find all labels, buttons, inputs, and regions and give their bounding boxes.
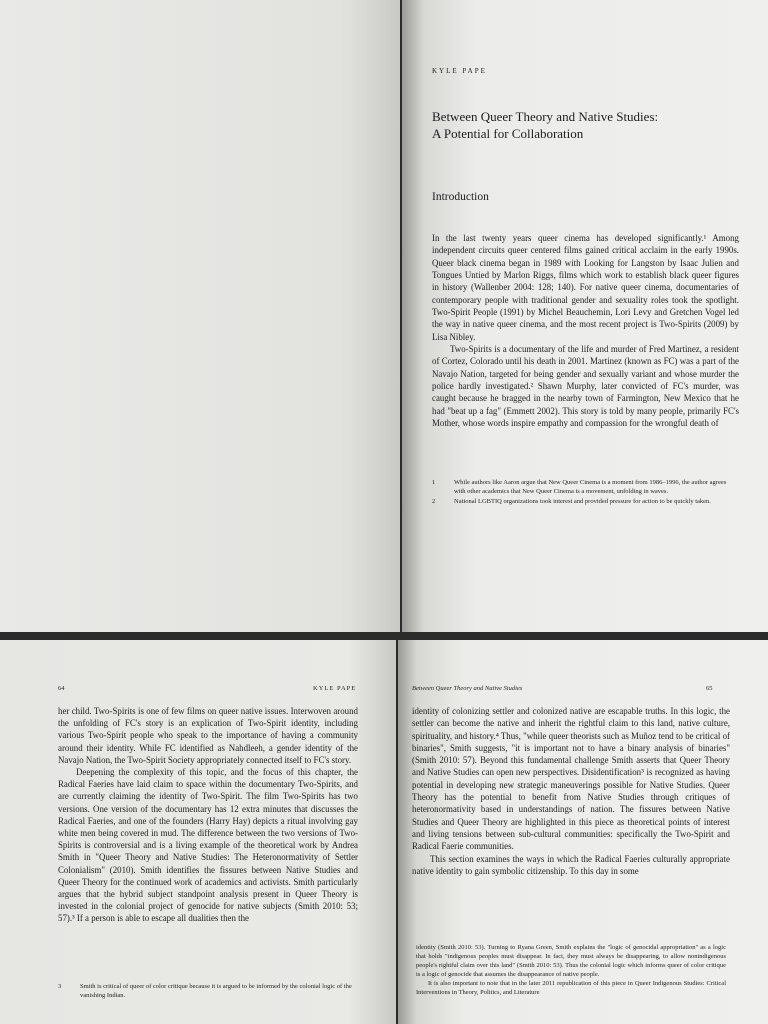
page-number: 64 bbox=[58, 685, 65, 692]
footnote bbox=[432, 478, 737, 496]
body-text bbox=[432, 232, 739, 430]
footnote-text: It is also important to note that in the later 2011 republication of this piece in Queer Indigenous Studies: Critical Interventions in Theory, Politics, and Literature bbox=[416, 980, 726, 996]
paragraph: Deepening the complexity of this topic, and the focus of this chapter, the Radical Faeries have laid claim to space within the documentary Two-Spirits, and are currently claiming the identity of Two-Spirit. The film Two-Spirits has two versions. One version of the documentary has 12 extra minutes that discusses the Radical Faeries, and one of the founders (Harry Hay) depicts a ritual involving gay white men being covered in mud. The difference between the two versions of Two-Spirits is controversial and is a living example of the theoretical work by Andrea Smith in "Queer Theory and Native Studies: The Heteronormativity of Settler Colonialism" (2010). Smith identifies the fissures between Native Studies and Queer Theory for the continued work of academics and activists. Smith particularly argues that the hybrid subject standpoint analysis present in Queer Theory is invested in the colonial project of genocide for native subjects (Smith 2010: 53; 57).³ If a person is able to escape all dualities then the bbox=[58, 767, 358, 924]
footnote bbox=[432, 497, 737, 506]
chapter-title-line-2: A Potential for Collaboration bbox=[432, 126, 584, 141]
footnote-text: Smith is critical of queer of color critique because it is argued to be informed by the colonial logic of the vanishing Indian. bbox=[80, 983, 352, 999]
running-head: KYLE PAPE bbox=[313, 685, 357, 692]
paragraph: Two-Spirits is a documentary of the life and murder of Fred Martinez, a resident of Cortez, Colorado until his death in 2001. Martinez (known as FC) was a part of the Navajo Nation, targeted for being gender and sexually variant and whose murder the police hardly investigated.² Shawn Murphy, later convicted of FC's murder, was caught because he bragged in the nearby town of Farmington, New Mexico that he had "beat up a fag" (Emmett 2002). This story is told by many people, primarily FC's Mother, whose words inspire empathy and compassion for the wrongful death of bbox=[432, 344, 739, 429]
body-text bbox=[412, 705, 730, 877]
chapter-title-line-1: Between Queer Theory and Native Studies: bbox=[432, 109, 659, 124]
page-number: 65 bbox=[706, 685, 713, 692]
chapter-title bbox=[432, 108, 752, 142]
footnote bbox=[58, 982, 360, 1000]
footnote-text: While authors like Aaron argue that New Queer Cinema is a moment from 1986–1996, the author agrees with other academics that New Queer Cinema is a movement, unfolding in waves. bbox=[454, 479, 727, 495]
footnote-text: National LGBTIQ organizations took interest and provided pressure for action to be quickly taken. bbox=[454, 498, 711, 505]
footnote-number: 2 bbox=[432, 498, 436, 505]
chapter-opening-page bbox=[402, 0, 768, 632]
page-65 bbox=[398, 640, 768, 1024]
body-text bbox=[58, 705, 358, 925]
footnote-number: 1 bbox=[432, 479, 436, 486]
page-64 bbox=[0, 640, 396, 1024]
footnotes bbox=[432, 478, 737, 507]
footnotes bbox=[416, 943, 726, 997]
running-head: Between Queer Theory and Native Studies bbox=[412, 685, 523, 692]
footnote-number: 3 bbox=[58, 983, 62, 990]
paragraph: identity of colonizing settler and colonized native are escapable truths. In this logic, the settler can become the native and inherit the rightful claim to this land, native culture, spirituality, and history.⁴ Thus, "while queer theorists such as Muñoz tend to be critical of binaries", Smith suggests, "it is important not to have a binary analysis of binaries" (Smith 2010: 57). Beyond this fundamental challenge Smith asserts that Queer Theory and Native Studies can open new perspectives. Disidentification⁵ is recognized as having potential in developing new strategic maneuverings possible for Native Studies. Queer Theory has the potential to benefit from Native Studies through critiques of heteronormativity based in understandings of nation. The fissures between Native Studies and Queer Theory are highlighted in this piece as theoretical points of interest and living tensions between sub-cultural communities: specifically the Two-Spirit and Radical Faerie communities. bbox=[412, 706, 730, 852]
blank-left-page bbox=[0, 0, 400, 632]
chapter-author: KYLE PAPE bbox=[432, 67, 487, 75]
footnote-text: identity (Smith 2010: 53). Turning to Ryana Green, Smith explains the "logic of genocidal appropriation" as a logic that holds "indigenous peoples must disappear. In fact, they must always be disappearing, to allow nonindigenous people's rightful claim over this land" (Smith 2010: 53). Thus the colonial logic which informs queer of color critique is a logic of genocide that assumes the disappearance of native people. bbox=[416, 944, 726, 978]
paragraph: her child. Two-Spirits is one of few films on queer native issues. Interwoven around the unfolding of FC's story is an explication of Two-Spirit identity, including various Two-Spirit people who speak to the importance of having a community around their identity. While FC identified as Nahdleeh, a gender identity of the Navajo Nation, the Two-Spirit Society appropriately connected itself to FC's story. bbox=[58, 706, 358, 765]
paragraph: In the last twenty years queer cinema has developed significantly.¹ Among independent circuits queer centered films gained critical acclaim in the early 1990s. Queer black cinema began in 1989 with Looking for Langston by Isaac Julien and Tongues Untied by Marlon Riggs, films which work to establish black queer figures in history (Wallenber 2004: 128; 140). For native queer cinema, documentaries of contemporary people with traditional gender and sexuality roles took the spotlight. Two-Spirit People (1991) by Michel Beauchemin, Lori Levy and Gretchen Vogel led the way in native queer cinema, and the most recent project is Two-Spirits (2009) by Lisa Nibley. bbox=[432, 233, 739, 342]
paragraph: This section examines the ways in which the Radical Faeries culturally appropriate native identity to gain symbolic citizenship. To this day in some bbox=[412, 853, 730, 876]
section-heading: Introduction bbox=[432, 191, 489, 203]
